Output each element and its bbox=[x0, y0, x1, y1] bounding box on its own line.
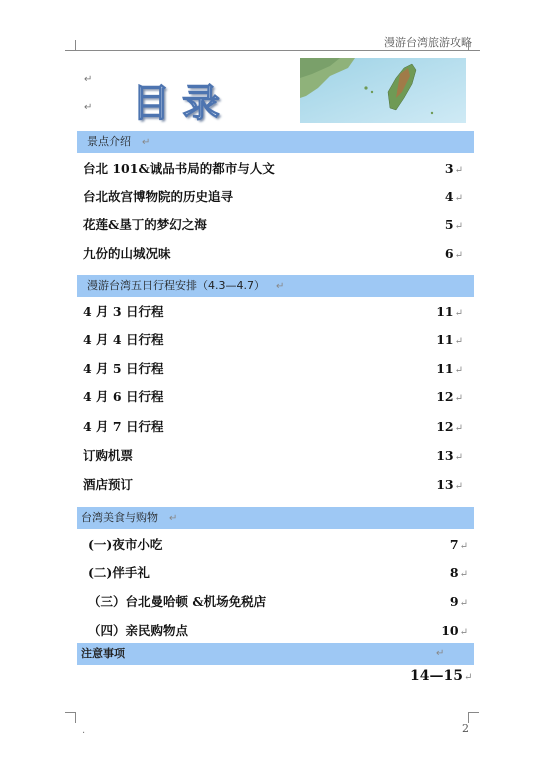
section-heading-bar: 漫游台湾五日行程安排（4.3—4.7） ↵ bbox=[77, 275, 474, 297]
crop-mark-bottom-right bbox=[468, 712, 479, 723]
toc-entry[interactable]: 4 月 7 日行程 12↵ bbox=[83, 417, 473, 437]
toc-entry[interactable]: 酒店预订 13↵ bbox=[83, 475, 473, 495]
toc-entry[interactable]: 九份的山城况味 6↵ bbox=[83, 244, 473, 264]
crop-mark-bottom-left bbox=[65, 712, 76, 723]
toc-entry[interactable]: 订购机票 13↵ bbox=[83, 446, 473, 466]
toc-entry-page: 11 bbox=[436, 361, 454, 376]
toc-entry-page: 12 bbox=[436, 419, 454, 434]
toc-entry-label: 台北 101&诚品书局的都市与人文 bbox=[83, 161, 275, 176]
toc-entry-label: 4 月 7 日行程 bbox=[83, 419, 164, 434]
toc-entry-label: 4 月 4 日行程 bbox=[83, 332, 164, 347]
page-number: 2 bbox=[462, 722, 469, 735]
toc-entry-label: 订购机票 bbox=[83, 448, 134, 463]
section-heading: 景点介绍 bbox=[87, 135, 131, 148]
toc-entry-label: 九份的山城况味 bbox=[83, 246, 171, 261]
toc-entry-page: 8 bbox=[449, 565, 459, 580]
toc-entry[interactable]: （四）亲民购物点 10↵ bbox=[88, 621, 478, 641]
toc-entry-label: 花莲&垦丁的梦幻之海 bbox=[83, 217, 207, 232]
taiwan-map-image bbox=[300, 58, 466, 123]
toc-entry-page: 13 bbox=[436, 477, 454, 492]
toc-entry-label: (一)夜市小吃 bbox=[88, 537, 163, 552]
toc-entry-page: 6 bbox=[444, 246, 454, 261]
toc-entry[interactable]: (二)伴手礼 8↵ bbox=[88, 563, 478, 583]
toc-entry-page: 10 bbox=[441, 623, 459, 638]
section-heading: 注意事项 bbox=[81, 647, 125, 660]
crop-mark-top-right bbox=[468, 40, 479, 51]
running-header: 漫游台湾旅游攻略 bbox=[384, 36, 472, 49]
section-heading: 漫游台湾五日行程安排（4.3—4.7） bbox=[87, 279, 265, 292]
section-heading: 台湾美食与购物 bbox=[81, 511, 158, 524]
toc-entry[interactable]: (一)夜市小吃 7↵ bbox=[88, 535, 478, 555]
toc-entry[interactable]: 4 月 5 日行程 11↵ bbox=[83, 359, 473, 379]
toc-entry-page: 5 bbox=[444, 217, 454, 232]
page-title: 目录 bbox=[132, 81, 233, 125]
notes-page-range: 14—15↵ bbox=[410, 668, 473, 684]
toc-entry[interactable]: （三）台北曼哈顿 &机场免税店 9↵ bbox=[88, 592, 478, 612]
toc-entry-page: 11 bbox=[436, 332, 454, 347]
paragraph-mark-icon: ↵ bbox=[84, 74, 93, 85]
toc-entry-page: 4 bbox=[444, 189, 454, 204]
toc-entry-label: 4 月 5 日行程 bbox=[83, 361, 164, 376]
toc-entry-label: 酒店预订 bbox=[83, 477, 134, 492]
toc-entry-label: （四）亲民购物点 bbox=[88, 623, 189, 638]
footer-mark: . bbox=[82, 725, 86, 736]
header-rule bbox=[70, 50, 480, 51]
toc-entry-page: 11 bbox=[436, 304, 454, 319]
toc-entry[interactable]: 4 月 3 日行程 11↵ bbox=[83, 302, 473, 322]
toc-entry-label: 台北故宫博物院的历史追寻 bbox=[83, 189, 234, 204]
toc-entry[interactable]: 台北 101&诚品书局的都市与人文 3↵ bbox=[83, 159, 473, 179]
toc-entry[interactable]: 4 月 6 日行程 12↵ bbox=[83, 387, 473, 407]
toc-entry-page: 9 bbox=[449, 594, 459, 609]
section-heading-bar: 注意事项 ↵ bbox=[77, 643, 474, 665]
toc-entry-label: （三）台北曼哈顿 &机场免税店 bbox=[88, 594, 267, 609]
paragraph-mark-icon: ↵ bbox=[84, 102, 93, 113]
toc-entry-page: 13 bbox=[436, 448, 454, 463]
toc-entry-page: 12 bbox=[436, 389, 454, 404]
section-heading-bar: 景点介绍 ↵ bbox=[77, 131, 474, 153]
section-heading-bar: 台湾美食与购物 ↵ bbox=[77, 507, 474, 529]
toc-entry-label: 4 月 6 日行程 bbox=[83, 389, 164, 404]
toc-entry-label: 4 月 3 日行程 bbox=[83, 304, 164, 319]
toc-entry[interactable]: 4 月 4 日行程 11↵ bbox=[83, 330, 473, 350]
crop-mark-top-left bbox=[65, 40, 76, 51]
toc-entry-page: 7 bbox=[449, 537, 459, 552]
toc-entry[interactable]: 花莲&垦丁的梦幻之海 5↵ bbox=[83, 215, 473, 235]
toc-entry-page: 3 bbox=[444, 161, 454, 176]
toc-entry[interactable]: 台北故宫博物院的历史追寻 4↵ bbox=[83, 187, 473, 207]
toc-entry-label: (二)伴手礼 bbox=[88, 565, 150, 580]
